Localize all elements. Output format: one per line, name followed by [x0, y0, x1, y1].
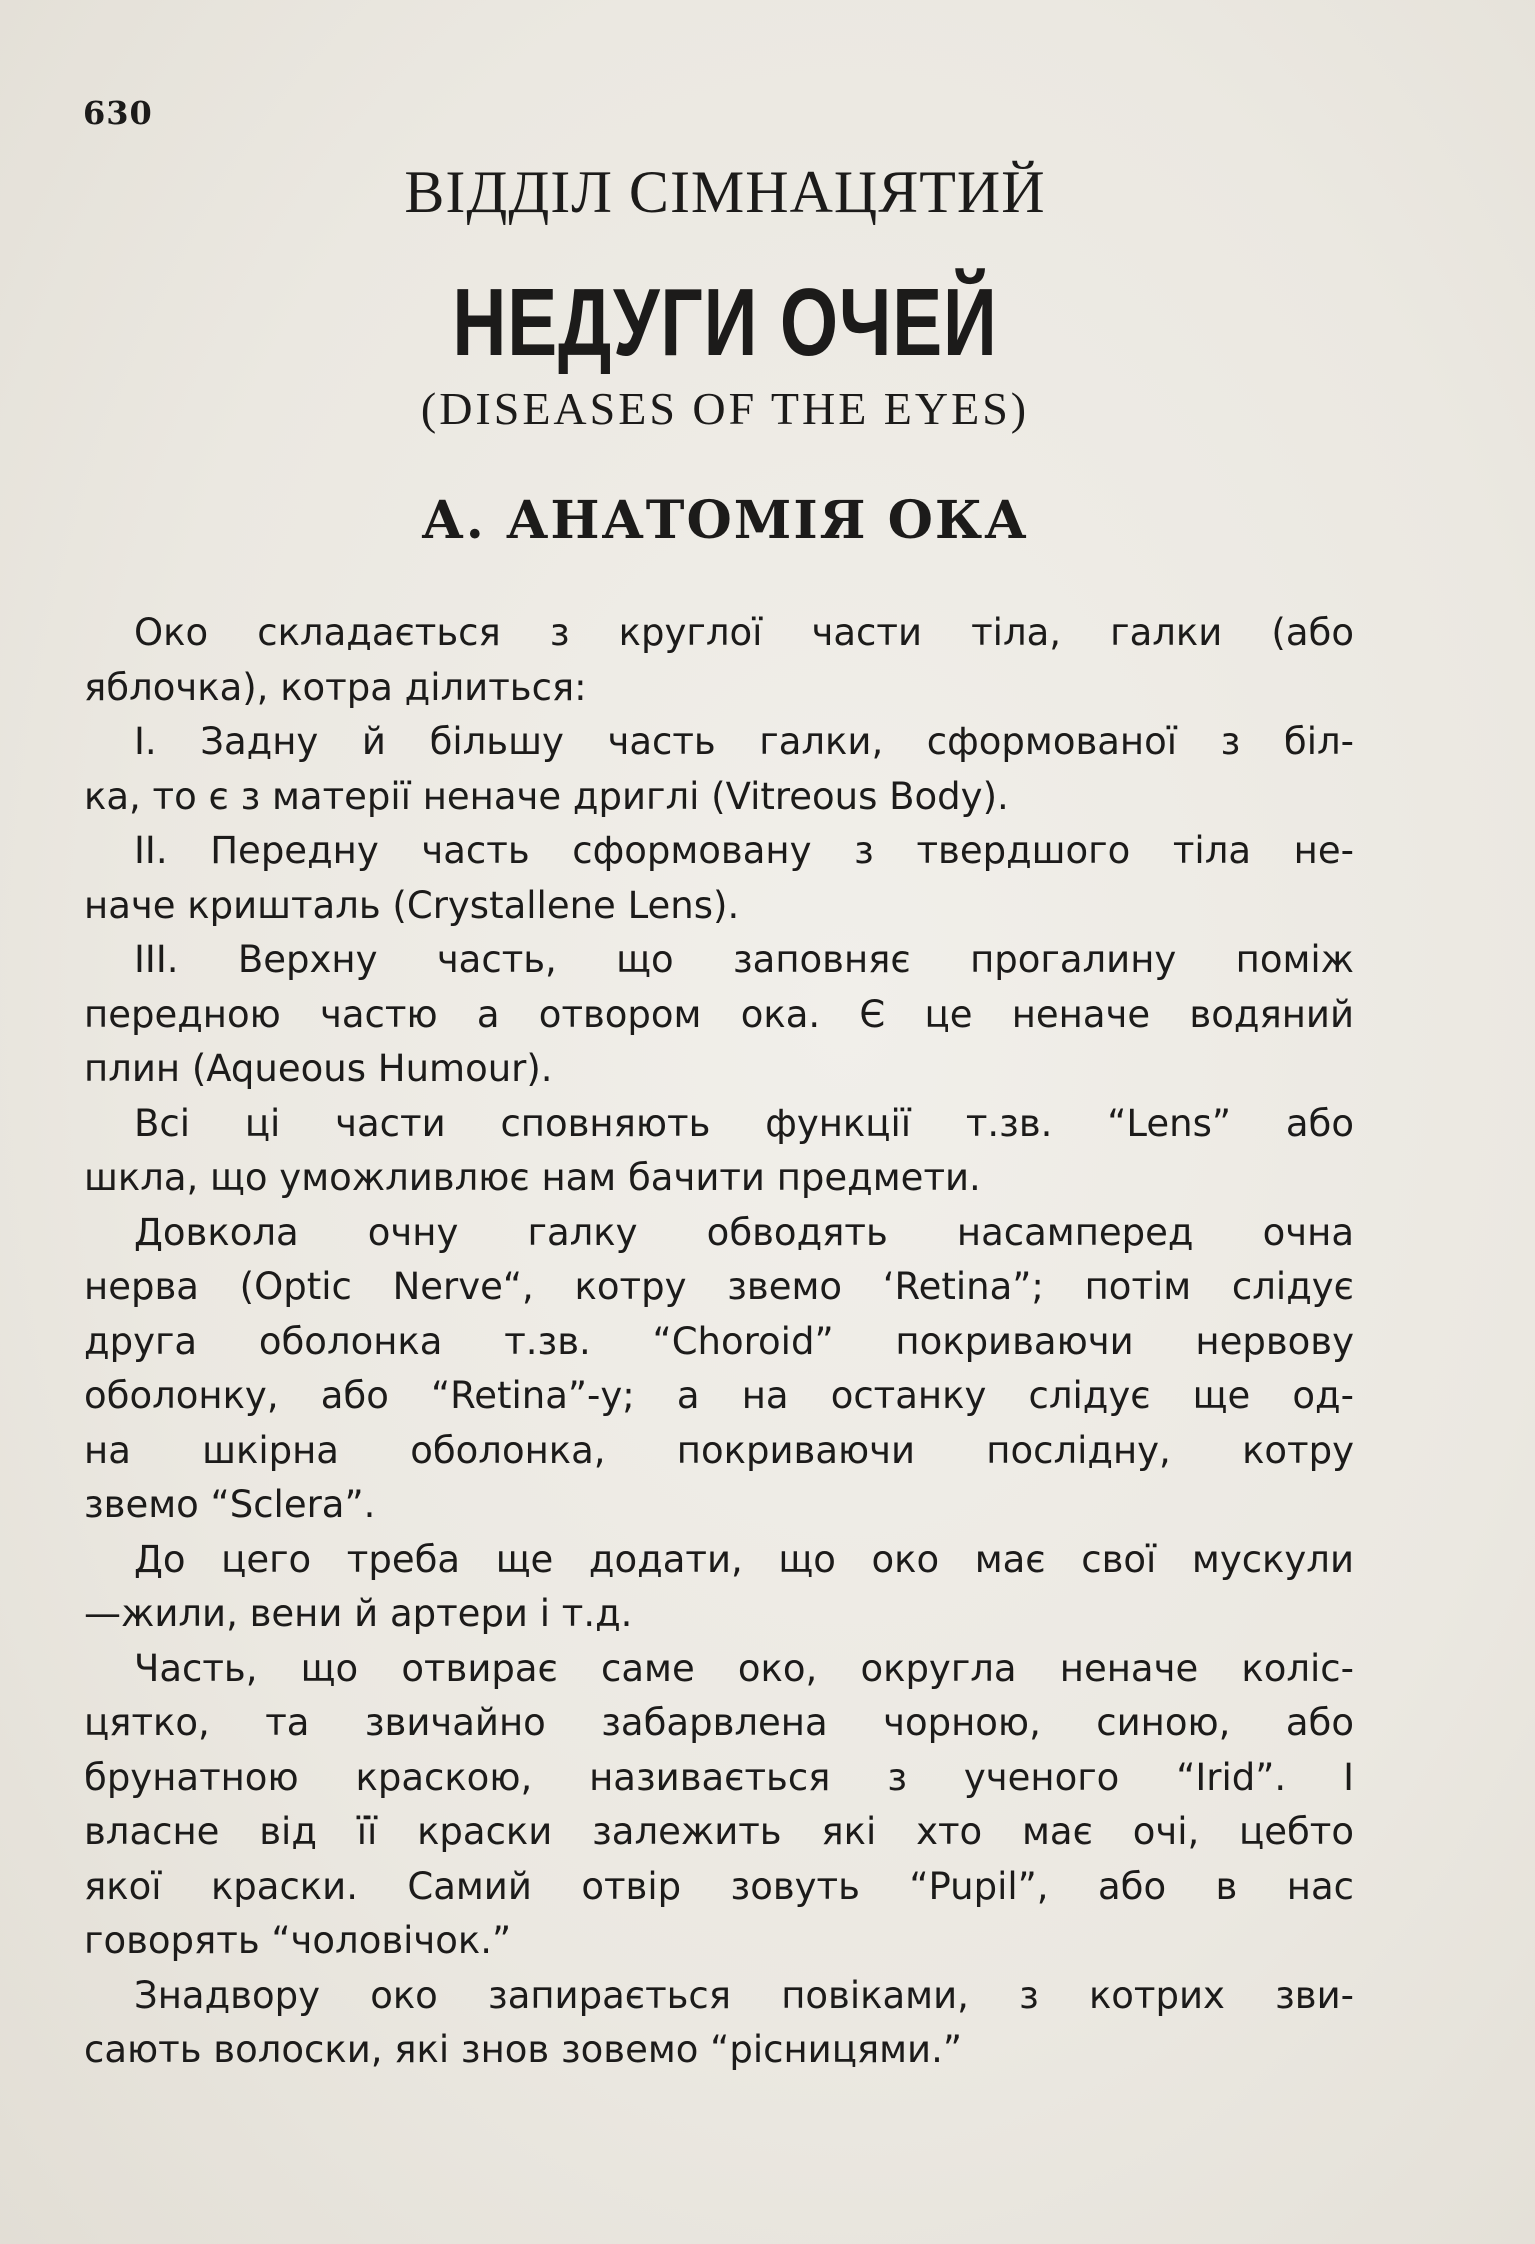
text-line: якої краски. Самий отвір зовуть “Pupil”, або в нас	[84, 1864, 1354, 1908]
text-line: нерва (Optic Nerve“, котру звемо ‘Retina”; потім слідує	[84, 1265, 1354, 1308]
text-line: Часть, що отвирає саме око, округла неначе коліс-	[134, 1646, 1354, 1690]
text-line: цятко, та звичайно забарвлена чорною, синою, або	[84, 1701, 1354, 1744]
page-number: 630	[83, 94, 153, 132]
text-line: яблочка), котра ділиться:	[84, 665, 587, 709]
text-line: Знадвору око запирається повіками, з котрих зви-	[134, 1973, 1354, 2017]
text-line: сають волоски, які знов зовемо “рісницями.”	[84, 2028, 963, 2071]
text-line: ка, то є з матерії неначе дриглі (Vitreous Body).	[84, 774, 1009, 818]
text-line: плин (Aqueous Humour).	[84, 1047, 553, 1090]
text-line: Всі ці части сповняють функції т.зв. “Lens” або	[134, 1101, 1354, 1145]
text-line: друга оболонка т.зв. “Choroid” покриваючи нервову	[84, 1319, 1354, 1363]
section-label: ВІДДІЛ СІМНАЦЯТИЙ	[404, 159, 1046, 225]
text-line: власне від її краски залежить які хто має очі, цебто	[84, 1810, 1354, 1853]
text-line: передною частю а отвором ока. Є це неначе водяний	[84, 992, 1354, 1036]
text-line: І. Задну й більшу часть галки, сформованої з біл-	[134, 720, 1354, 763]
text-line: III. Верхну часть, що заповняє прогалину поміж	[134, 938, 1354, 981]
text-line: шкла, що уможливлює нам бачити предмети.	[84, 1156, 981, 1199]
text-line: Око складається з круглої части тіла, галки (або	[134, 611, 1354, 654]
text-line: оболонку, або “Retina”-у; а на останку слідує ще од-	[84, 1374, 1354, 1417]
text-line: —жили, вени й артери і т.д.	[84, 1592, 633, 1635]
text-line: брунатною краскою, називається з ученого “Irid”. І	[84, 1755, 1354, 1799]
text-line: До цего треба ще додати, що око має свої мускули	[134, 1537, 1354, 1581]
text-line: говорять “чоловічок.”	[84, 1919, 512, 1962]
text-line: Довкола очну галку обводять насамперед очна	[134, 1210, 1354, 1254]
page-subtitle: (DISEASES OF THE EYES)	[420, 383, 1030, 434]
page-title: НЕДУГИ ОЧЕЙ	[452, 269, 998, 376]
body-text	[84, 606, 1354, 2078]
text-line: наче кришталь (Crystallene Lens).	[84, 883, 740, 927]
text-line: II. Передну часть сформовану з твердшого тіла не-	[134, 829, 1354, 872]
text-line: звемо “Sclera”.	[84, 1483, 376, 1526]
text-line: на шкірна оболонка, покриваючи послідну, котру	[84, 1428, 1354, 1472]
section-heading: А. АНАТОМІЯ ОКА	[421, 490, 1029, 551]
